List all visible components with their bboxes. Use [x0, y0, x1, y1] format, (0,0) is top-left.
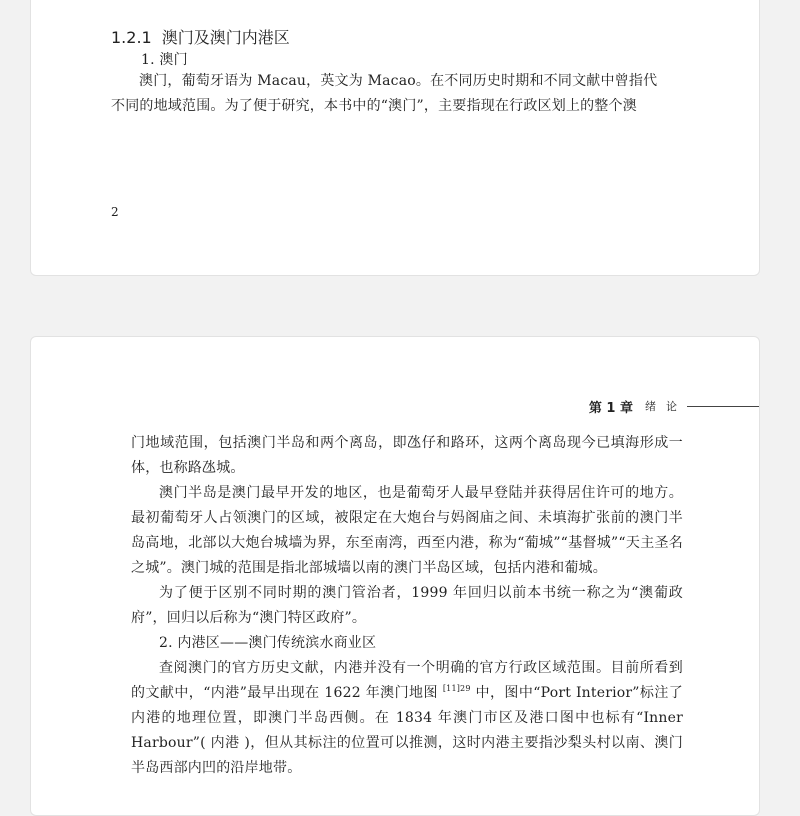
chapter-label: 第 1 章: [588, 400, 633, 416]
document-page-bottom: [30, 336, 760, 816]
document-page-top: [30, 0, 760, 276]
header-rule: [687, 406, 759, 407]
section-heading: [111, 25, 290, 48]
paragraph: 门地域范围，包括澳门半岛和两个离岛，即氹仔和路环，这两个离岛现今已填海形成一体，也称路氹城。: [131, 435, 683, 476]
page-number: 2: [111, 205, 119, 219]
chapter-title: 绪论: [645, 400, 687, 413]
paragraph-line: 澳门，葡萄牙语为 Macau，英文为 Macao。在不同历史时期和不同文献中曾指代: [139, 73, 658, 89]
paragraph-inner-harbour: [131, 656, 683, 781]
citation-superscript: [11]29: [442, 684, 471, 693]
text-run: 中，图中“Port Interior”标注了内港的地理位置，即澳门半岛西侧。在 1834 年澳门市区及港口图中也标有“Inner Harbour”( 内港 )，但从其标注的位置可以推测，这时内港主要指沙梨头村以南、澳门半岛西部内凹的沿岸地带。: [131, 685, 683, 776]
paragraph: 为了便于区别不同时期的澳门管治者，1999 年回归以前本书统一称之为“澳葡政府”，回归以后称为“澳门特区政府”。: [131, 585, 683, 626]
section-title: 澳门及澳门内港区: [161, 28, 290, 47]
item-heading-macau: 1. 澳门: [141, 52, 188, 68]
paragraph-macau-definition: [111, 69, 663, 119]
paragraph: 澳门半岛是澳门最早开发的地区，也是葡萄牙人最早登陆并获得居住许可的地方。最初葡萄牙人占领澳门的区域，被限定在大炮台与妈阁庙之间、未填海扩张前的澳门半岛高地，北部以大炮台城墙为界，东至南湾，西至内港，称为“葡城”“基督城”“天主圣名之城”。澳门城的范围是指北部城墙以南的澳门半岛区域，包括内港和葡城。: [131, 485, 683, 576]
text-run: 查阅澳门的官方历史文献，内港并没有一个明确的官方行政区域范围。目前所看到的文献中，“内港”最早出现在 1622 年澳门地图: [131, 660, 683, 701]
body-text: [131, 431, 683, 781]
section-number: 1.2.1: [111, 28, 152, 47]
paragraph-line: 不同的地域范围。为了便于研究，本书中的“澳门”，主要指现在行政区划上的整个澳: [111, 98, 637, 114]
running-header: [589, 398, 759, 414]
item-heading-inner-harbour: 2. 内港区——澳门传统滨水商业区: [159, 635, 377, 651]
